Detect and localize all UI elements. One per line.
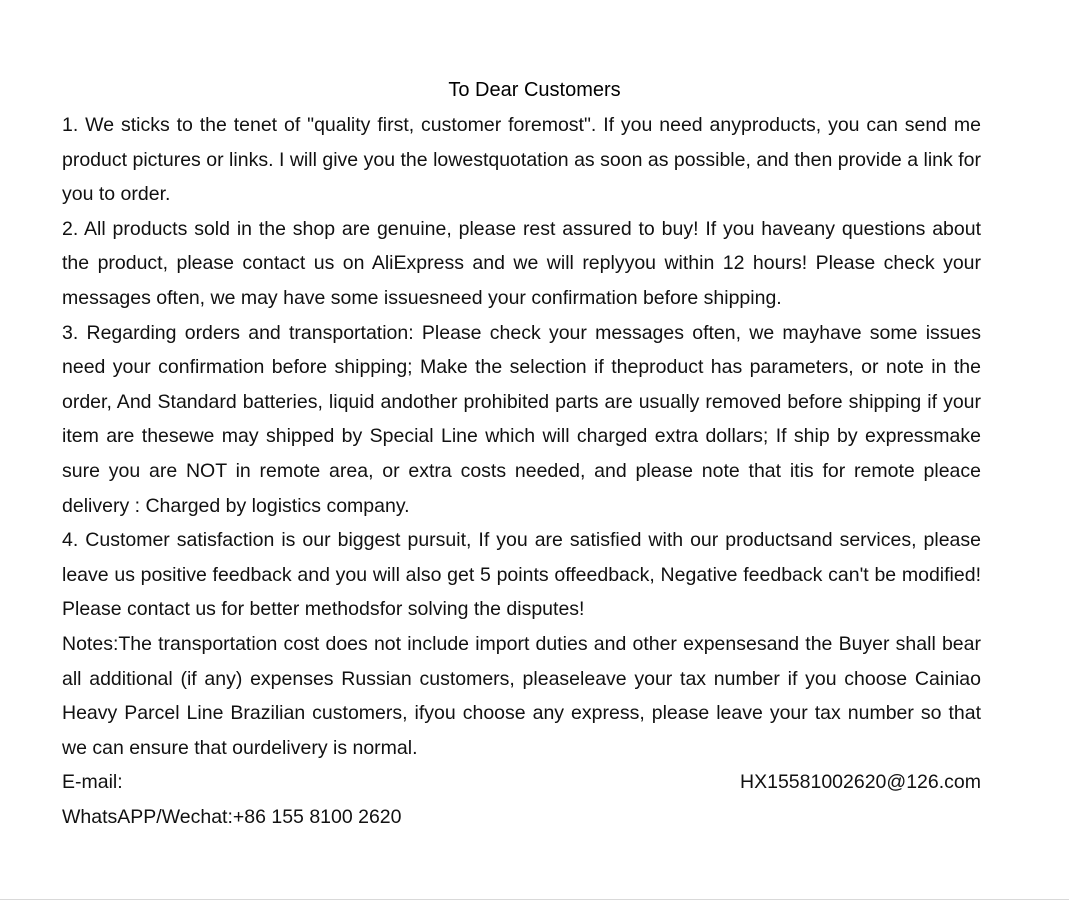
whatsapp-wechat-line: WhatsAPP/Wechat:+86 155 8100 2620 [62,805,402,828]
email-row [62,765,981,800]
page-bottom-divider [0,899,1069,900]
email-label: E-mail: [62,771,123,794]
document-title: To Dear Customers [448,79,621,101]
email-address: HX15581002620@126.com [740,771,981,794]
paragraph-genuine-products: 2. All products sold in the shop are genuine, please rest assured to buy! If you haveany questions about the product, please contact us on AliExpress and we will replyyou within 12 hours! Please check your messages often, we may have some issuesneed your confirmation before shipping. [62,217,981,309]
paragraph-quality: 1. We sticks to the tenet of "quality first, customer foremost". If you need anyproducts, you can send me product pictures or links. I will give you the lowestquotation as soon as possible, and then provide a link for you to order. [62,114,981,206]
paragraph-notes: Notes:The transportation cost does not include import duties and other expensesand the Buyer shall bear all additional (if any) expenses Russian customers, pleaseleave your tax number if you choose Cainiao Heavy Parcel Line Brazilian customers, ifyou choose any express, please leave your tax number so that we can ensure that ourdelivery is normal. [62,632,981,759]
document-body [62,108,981,834]
paragraph-orders-transportation: 3. Regarding orders and transportation: Please check your messages often, we mayhave some issues need your confirmation before shipping; Make the selection if theproduct has parameters, or note in the order, And Standard batteries, liquid andother prohibited parts are usually removed before shipping if your item are thesewe may shipped by Special Line which will charged extra dollars; If ship by expressmake sure you are NOT in remote area, or extra costs needed, and please note that itis for remote pleace delivery : Charged by logistics company. [62,321,981,517]
paragraph-customer-satisfaction: 4. Customer satisfaction is our biggest pursuit, If you are satisfied with our productsand services, please leave us positive feedback and you will also get 5 points offeedback, Negative feedback can't be modified! Please contact us for better methodsfor solving the disputes! [62,529,981,621]
